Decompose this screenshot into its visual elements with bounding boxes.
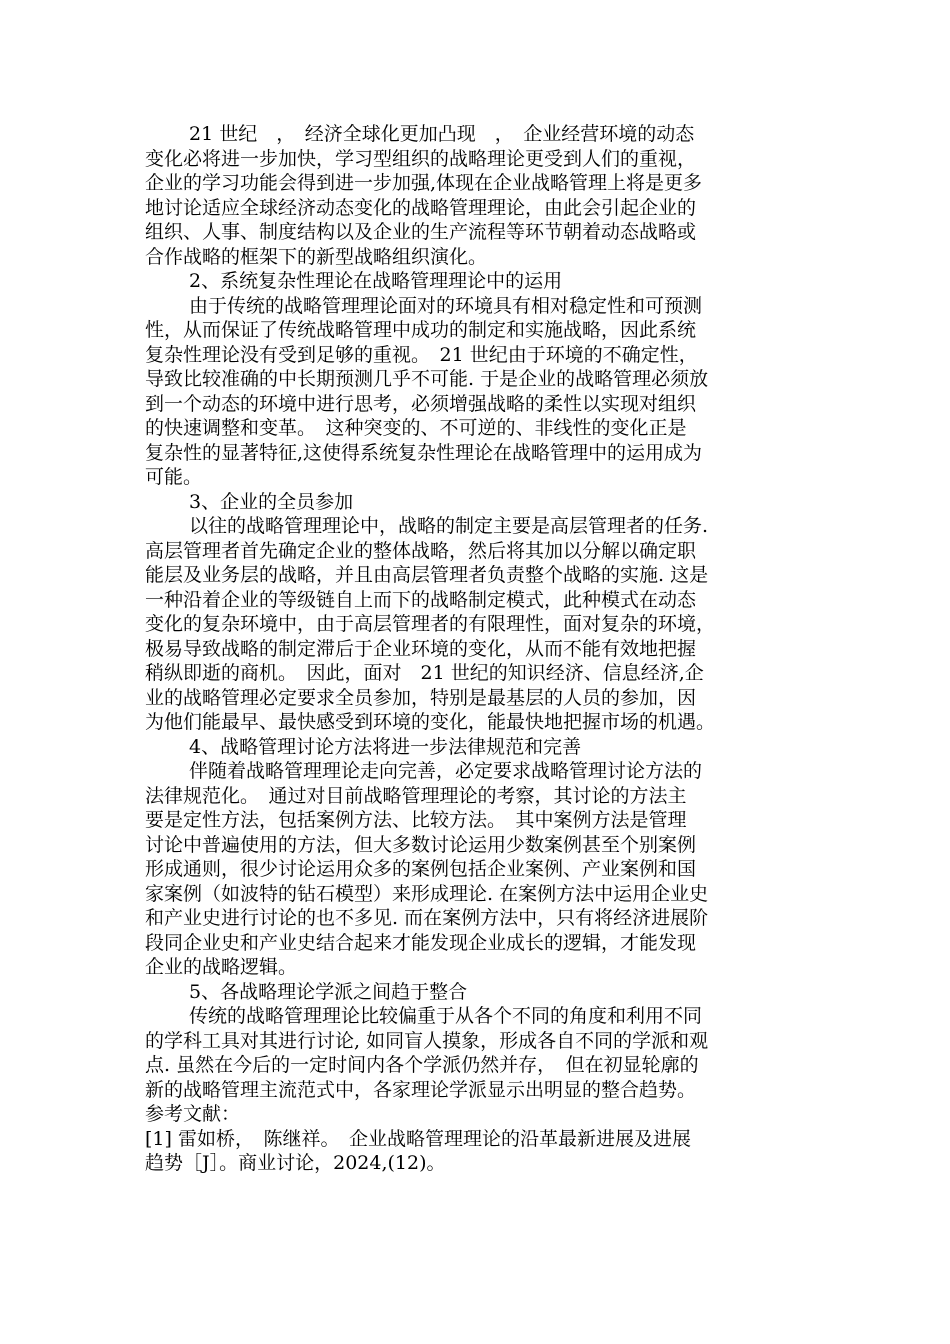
text-line: 极易导致战略的制定滞后于企业环境的变化，从而不能有效地把握 [145,637,697,660]
text-line: 性，从而保证了传统战略管理中成功的制定和实施战略，因此系统 [145,319,697,341]
text-line: 3、企业的全员参加 [189,490,354,513]
text-line: 复杂性理论没有受到足够的重视。 21 世纪由于环境的不确定性， [145,343,698,366]
text-line: 变化必将进一步加快，学习型组织的战略理论更受到人们的重视， [145,147,697,170]
text-line: 和产业史进行讨论的也不多见. 而在案例方法中，只有将经济进展阶 [145,907,709,929]
text-line: 合作战略的框架下的新型战略组织演化。 [145,245,488,268]
text-line: 为他们能最早、最快感受到环境的变化，能最快地把握市场的机遇。 [145,711,716,733]
text-line: 到一个动态的环境中进行思考，必须增强战略的柔性以实现对组织 [145,392,697,415]
text-line: 的学科工具对其进行讨论, 如同盲人摸象，形成各自不同的学派和观 [145,1029,709,1052]
text-line: 地讨论适应全球经济动态变化的战略管理理论，由此会引起企业的 [145,196,697,219]
text-line: 家案例（如波特的钻石模型）来形成理论. 在案例方法中运用企业史 [145,882,709,905]
text-line: 由于传统的战略管理理论面对的环境具有相对稳定性和可预测 [189,294,703,317]
text-line: 2、系统复杂性理论在战略管理理论中的运用 [189,270,563,292]
text-line: 讨论中普遍使用的方法，但大多数讨论运用少数案例甚至个别案例 [145,833,697,856]
text-line: 一种沿着企业的等级链自上而下的战略制定模式，此种模式在动态 [145,588,697,611]
text-line: 可能。 [145,466,203,488]
text-line: 以往的战略管理理论中，战略的制定主要是高层管理者的任务. [189,515,709,537]
text-line: 变化的复杂环境中，由于高层管理者的有限理性，面对复杂的环境， [145,613,716,635]
text-line: 趋势［J］。商业讨论，2024,(12)。 [145,1152,446,1174]
text-line: 5、各战略理论学派之间趋于整合 [189,980,468,1003]
text-line: 21 世纪 ， 经济全球化更加凸现 ， 企业经营环境的动态 [189,123,695,145]
text-line: 企业的战略逻辑。 [145,956,298,978]
text-line: 高层管理者首先确定企业的整体战略，然后将其加以分解以确定职 [145,539,697,562]
text-line: 形成通则，很少讨论运用众多的案例包括企业案例、产业案例和国 [145,858,697,880]
text-line: 点. 虽然在今后的一定时间内各个学派仍然并存， 但在初显轮廓的 [145,1054,699,1076]
text-line: 要是定性方法，包括案例方法、比较方法。 其中案例方法是管理 [145,809,687,831]
document-body [145,122,825,1176]
text-line: 参考文献： [145,1103,241,1125]
text-line: 新的战略管理主流范式中，各家理论学派显示出明显的整合趋势。 [145,1078,697,1101]
text-line: 段同企业史和产业史结合起来才能发现企业成长的逻辑，才能发现 [145,931,697,954]
text-line: 企业的学习功能会得到进一步加强,体现在企业战略管理上将是更多 [145,172,703,194]
text-line: 稍纵即逝的商机。 因此，面对 21 世纪的知识经济、信息经济,企 [145,662,704,684]
text-line: 组织、人事、制度结构以及企业的生产流程等环节朝着动态战略或 [145,221,697,243]
text-line: 4、战略管理讨论方法将进一步法律规范和完善 [189,735,582,758]
text-line: 导致比较准确的中长期预测几乎不可能. 于是企业的战略管理必须放 [145,368,709,390]
text-line: 复杂性的显著特征,这使得系统复杂性理论在战略管理中的运用成为 [145,441,703,464]
text-line: 法律规范化。 通过对目前战略管理理论的考察，其讨论的方法主 [145,784,687,807]
text-line: 能层及业务层的战略，并且由高层管理者负责整个战略的实施. 这是 [145,564,709,586]
text-line: 伴随着战略管理理论走向完善，必定要求战略管理讨论方法的 [189,760,703,782]
text-line: 的快速调整和变革。 这种突变的、不可逆的、非线性的变化正是 [145,417,687,439]
text-line: 业的战略管理必定要求全员参加，特别是最基层的人员的参加，因 [145,686,697,709]
text-line: [1] 雷如桥， 陈继祥。 企业战略管理理论的沿革最新进展及进展 [145,1127,691,1150]
text-line: 传统的战略管理理论比较偏重于从各个不同的角度和利用不同 [189,1005,703,1027]
